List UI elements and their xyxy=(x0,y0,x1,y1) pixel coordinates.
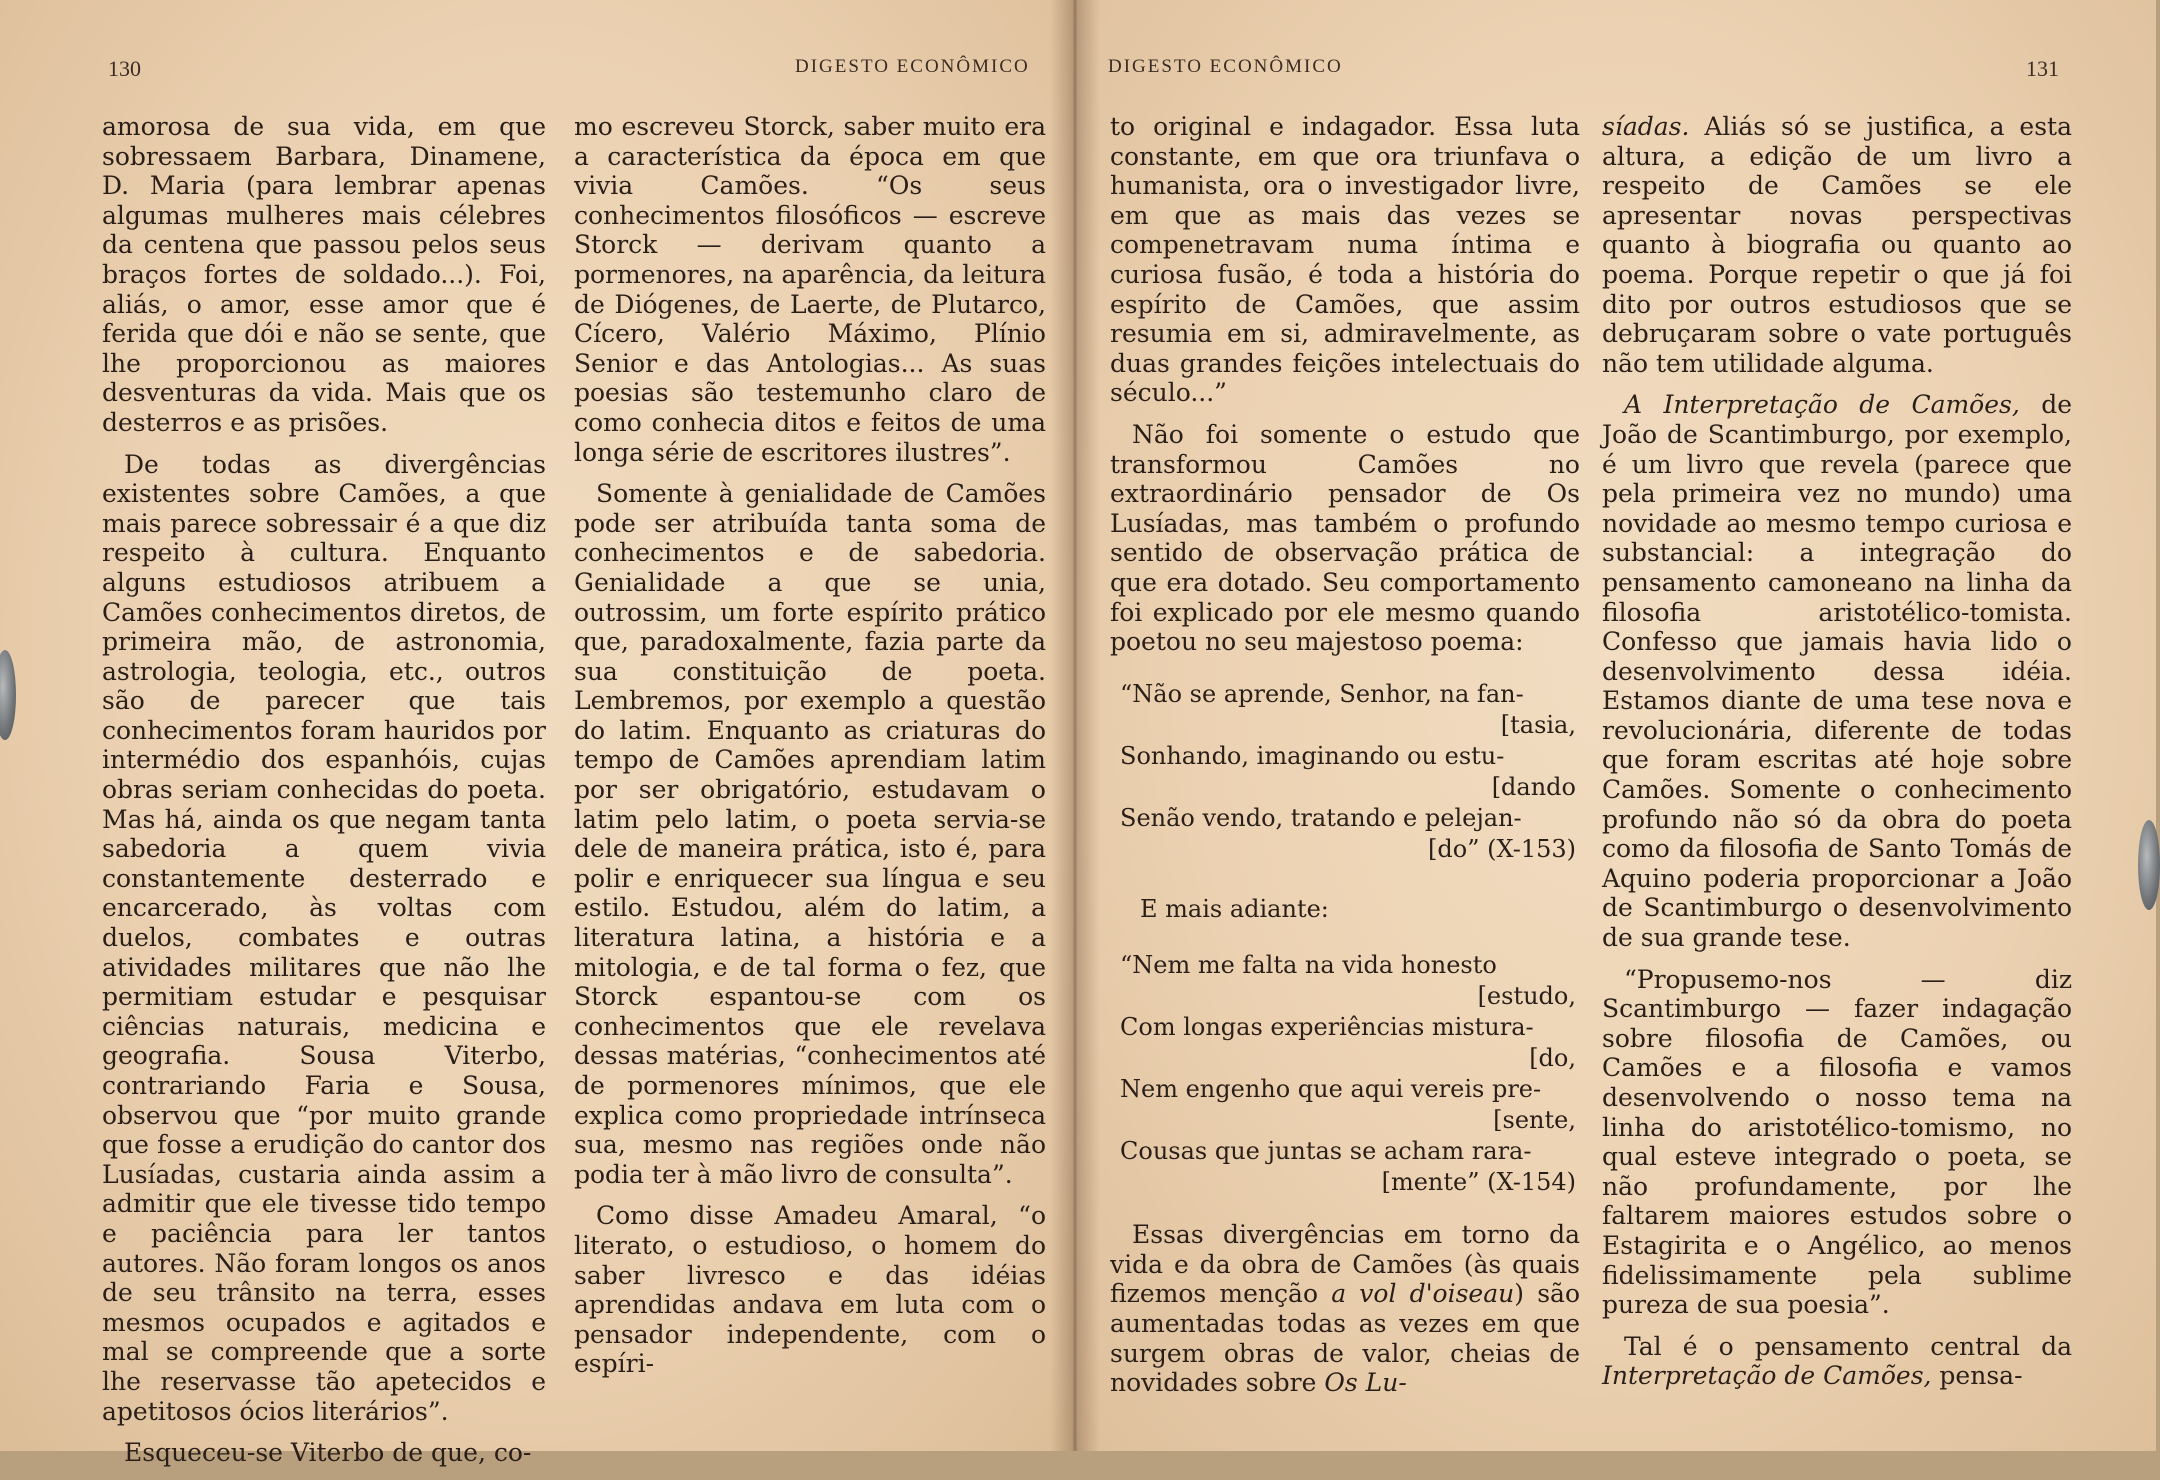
verse-turnover: [mente” (X-154) xyxy=(1381,1168,1576,1197)
verse-turnover: [tasia, xyxy=(1500,710,1576,739)
left-page xyxy=(0,0,1074,1468)
italic-title: A Interpretação de Camões, xyxy=(1624,390,2020,420)
verse-intro: E mais adiante: xyxy=(1140,894,1329,923)
verse-quote-2 xyxy=(1120,950,1580,1198)
verse-turnover: [do, xyxy=(1529,1044,1576,1073)
paragraph: Não foi somente o estudo que transformou Camões no extraordinário pensador de Os Lusíadas, mas também o profundo sentido de observação prática de que era dotado. Seu comportamento foi explicado por ele mesmo quando poetou no seu majestoso poema: xyxy=(1110,419,1580,657)
verse-line: Senão vendo, tratando e pelejan- xyxy=(1120,803,1522,832)
italic-title: Os Lu- xyxy=(1324,1368,1407,1398)
paragraph: amorosa de sua vida, em que sobressaem Barbara, Dinamene, D. Maria (para lembrar apenas algumas mulheres mais célebres da centena que passou pelos seus braços fortes de soldado...). Foi, aliás, o amor, esse amor que é ferida que dói e não se sente, que lhe proporcionou as maiores desventuras da vida. Mais que os desterros e as prisões. xyxy=(102,112,546,437)
page-number-left: 130 xyxy=(108,56,141,81)
paragraph xyxy=(1602,390,2072,952)
verse-turnover: [do” (X-153) xyxy=(1428,834,1576,863)
column-2 xyxy=(574,112,1046,1391)
verse-line: Nem engenho que aqui vereis pre- xyxy=(1120,1075,1542,1104)
paragraph: Esqueceu-se Viterbo de que, co- xyxy=(124,1438,532,1468)
text-run: ) são aumentadas todas as vezes em que surgem obras de valor, cheias de novidades sobre xyxy=(1110,1279,1580,1398)
paragraph xyxy=(1602,112,2072,378)
running-header-right: DIGESTO ECONÔMICO xyxy=(1108,56,1343,77)
paragraph: Como disse Amadeu Amaral, “o literato, o estudioso, o homem do saber livresco e das idéias aprendidas andava em luta com o pensador independente, com o espíri- xyxy=(574,1201,1046,1379)
binder-clip-left xyxy=(0,650,16,740)
verse-line: Com longas experiências mistura- xyxy=(1120,1013,1534,1042)
italic-phrase: a vol d'oiseau xyxy=(1331,1279,1515,1309)
italic-title: Interpretação de Camões, xyxy=(1602,1361,1932,1391)
paragraph: Somente à genialidade de Camões pode ser atribuída tanta soma de conhecimentos e de sabedoria. Genialidade a que se unia, outrossim, um forte espírito prático que, paradoxalmente, fazia parte da sua constituição de poeta. Lembremos, por exemplo a questão do latim. Enquanto as criaturas do tempo de Camões aprendiam latim por ser obrigatório, estudavam o latim pelo latim, o poeta servia-se dele de maneira prática, isto é, para polir e enriquecer sua língua e seu estilo. Estudou, além do latim, a literatura latina, a história e a mitologia, e de tal forma o fez, que Storck espantou-se com os conhecimentos que ele revelava dessas matérias, “conhecimentos até de pormenores mínimos, que ele explica como propriedade intrínseca sua, mesmo nas regiões onde não podia ter à mão livro de consulta”. xyxy=(574,479,1046,1189)
verse-line: Cousas que juntas se acham rara- xyxy=(1120,1137,1532,1166)
paragraph: De todas as divergências existentes sobre Camões, a que mais parece sobressair é a que diz respeito à cultura. Enquanto alguns estudiosos atribuem a Camões conhecimentos diretos, de primeira mão, de astronomia, astrologia, teologia, etc., outros são de parecer que tais conhecimentos foram hauridos por intermédio dos espanhóis, cujas obras seriam conhecidas do poeta. Mas há, ainda os que negam tanta sabedoria a quem vivia constantemente desterrado e encarcerado, às voltas com duelos, combates e outras atividades militares que não lhe permitiam estudar e pesquisar ciências naturais, medicina e geografia. Sousa Viterbo, contrariando Faria e Sousa, observou que “por muito grande que fosse a erudição do cantor dos Lusíadas, custaria ainda assim a admitir que ele tivesse tido tempo e paciência para ler tantos autores. Não foram longos os anos de seu trânsito na terra, esses mesmos ocupados e agitados e mal se compreende que a sorte lhe reservasse tão apetecidos e apetitosos ócios literários”. xyxy=(102,449,546,1426)
paragraph xyxy=(1602,1332,2072,1391)
verse-line: “Não se aprende, Senhor, na fan- xyxy=(1120,679,1524,708)
column-1 xyxy=(102,112,546,1480)
verse-turnover: [sente, xyxy=(1493,1106,1576,1135)
paragraph xyxy=(1110,1220,1580,1398)
running-header-left: DIGESTO ECONÔMICO xyxy=(795,56,1030,77)
verse-quote-1 xyxy=(1120,679,1580,865)
text-run: Essas divergências em torno da vida e da obra de Camões (às quais fizemos menção xyxy=(1110,1220,1580,1309)
text-run: de João de Scantimburgo, por exemplo, é um livro que revela (parece que pela primeira vez no mundo) uma novidade ao mesmo tempo curiosa e substancial: a integração do pensamento camoneano na linha da filosofia aristotélico-tomista. Confesso que jamais havia lido o desenvolvimento dessa idéia. Estamos diante de uma tese nova e revolucionária, diferente de todas que foram escritas até hoje sobre Camões. Somente o conhecimento profundo não só da obra do poeta como da filosofia de Santo Tomás de Aquino poderia proporcionar a João de Scantimburgo o desenvolvimento de sua grande tese. xyxy=(1602,390,2072,953)
verse-turnover: [estudo, xyxy=(1477,982,1576,1011)
text-run: Tal é o pensamento central da xyxy=(1624,1331,2072,1361)
paragraph: mo escreveu Storck, saber muito era a característica da época em que vivia Camões. “Os seus conhecimentos filosóficos — escreve Storck — derivam quanto a pormenores, na aparência, da leitura de Diógenes, de Laerte, de Plutarco, Cícero, Valério Máximo, Plínio Senior e das Antologias... As suas poesias são testemunho claro de como conhecia ditos e feitos de uma longa série de escritores ilustres”. xyxy=(574,112,1046,467)
verse-line: “Nem me falta na vida honesto xyxy=(1120,951,1497,980)
verse-turnover: [dando xyxy=(1491,772,1576,801)
text-run: Aliás só se justifica, a esta altura, a edição de um livro a respeito de Camões se ele apresentar novas perspectivas quanto à biografia ou quanto ao poema. Porque repetir o que já foi dito por outros estudiosos que se debruçaram sobre o vate português não tem utilidade alguma. xyxy=(1602,112,2072,378)
verse-line: Sonhando, imaginando ou estu- xyxy=(1120,741,1505,770)
text-run: pensa- xyxy=(1931,1361,2023,1391)
right-page xyxy=(1074,0,2156,1451)
column-3 xyxy=(1110,112,1580,1410)
page-number-right: 131 xyxy=(2026,56,2059,81)
paragraph: “Propusemo-nos — diz Scantimburgo — fazer indagação sobre filosofia de Camões, ou Camões e a filosofia e vamos desenvolvendo o nosso tema na linha do aristotélico-tomismo, no qual esteve integrado o poeta, se não profundamente, por lhe faltarem maiores estudos sobre o Estagirita e o Angélico, ao menos fidelissimamente pela sublime pureza de sua poesia”. xyxy=(1602,964,2072,1320)
paragraph: to original e indagador. Essa luta constante, em que ora triunfava o humanista, ora o investigador livre, em que as mais das vezes se compenetravam numa íntima e curiosa fusão, é toda a história do espírito de Camões, que assim resumia em si, admiravelmente, as duas grandes feições intelectuais do século...” xyxy=(1110,112,1580,408)
italic-title: síadas. xyxy=(1602,112,1690,141)
column-4 xyxy=(1602,112,2072,1403)
binder-clip-right xyxy=(2138,820,2160,910)
